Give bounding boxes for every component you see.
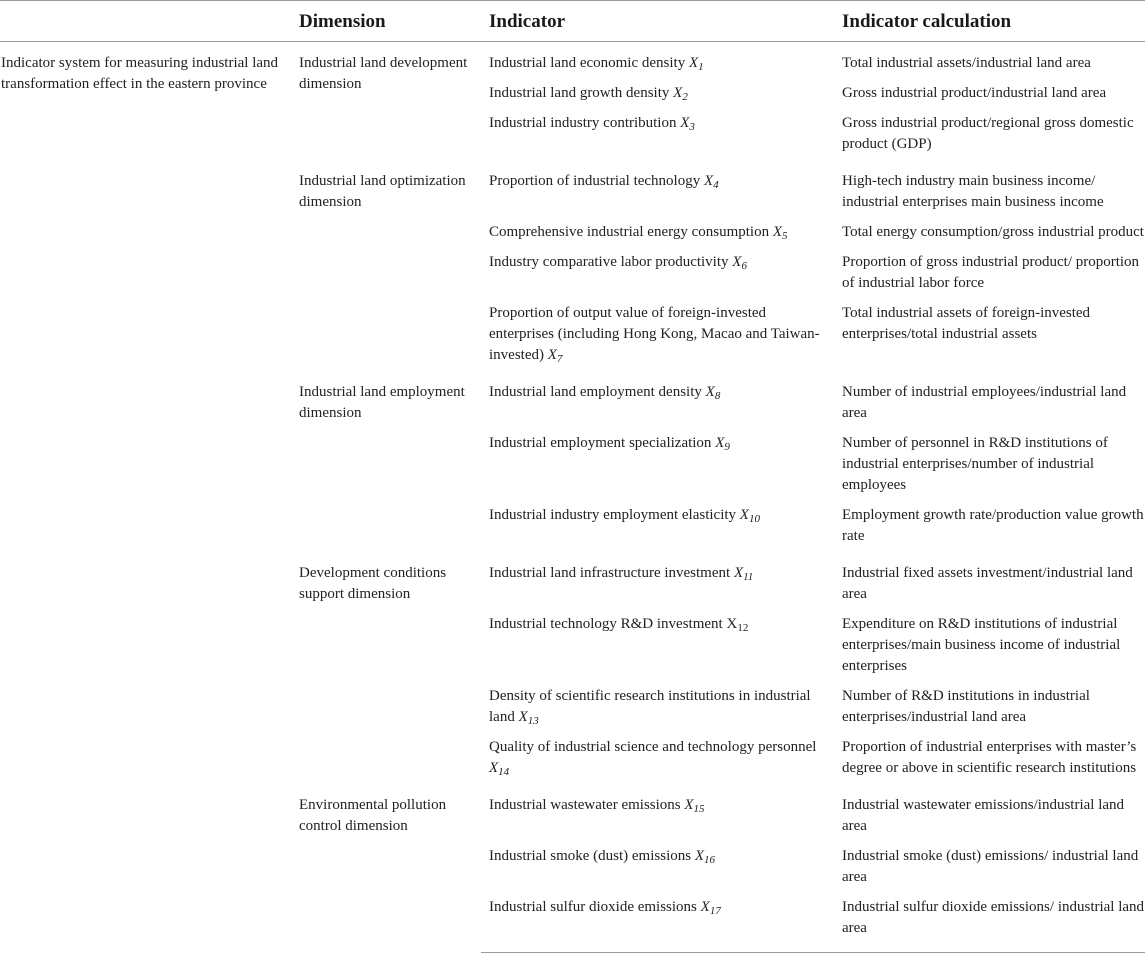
indicator-name: Proportion of industrial technology bbox=[489, 173, 701, 189]
variable-subscript: 10 bbox=[748, 513, 760, 525]
indicator-name: Industrial land growth density bbox=[489, 85, 670, 101]
indicator-cell bbox=[481, 299, 834, 371]
header-row bbox=[0, 1, 1145, 42]
indicator-name: Industrial industry contribution bbox=[489, 115, 677, 131]
dimension-cell: Industrial land optimization dimension bbox=[299, 173, 466, 210]
indicator-cell bbox=[481, 682, 834, 733]
dimension-cell: Industrial land development dimension bbox=[299, 55, 468, 92]
indicator-name: Industrial employment specialization bbox=[489, 435, 712, 451]
variable-letter: X bbox=[673, 85, 683, 101]
variable-letter: X bbox=[684, 797, 694, 813]
variable-letter: X bbox=[518, 709, 528, 725]
dimension-cell: Environmental pollution control dimension bbox=[299, 797, 447, 834]
indicator-name: Comprehensive industrial energy consumption bbox=[489, 224, 770, 240]
indicator-calculation-cell: Employment growth rate/production value growth rate bbox=[842, 507, 1144, 544]
header-indicator-calculation: Indicator calculation bbox=[834, 1, 1145, 42]
variable-subscript: 16 bbox=[704, 854, 715, 866]
indicator-cell bbox=[481, 893, 834, 953]
indicator-variable bbox=[715, 435, 730, 451]
variable-letter: X bbox=[732, 254, 742, 270]
indicator-variable bbox=[773, 224, 788, 240]
indicator-variable bbox=[684, 797, 704, 813]
indicator-cell bbox=[481, 248, 834, 299]
indicator-calculation-cell: Industrial fixed assets investment/industrial land area bbox=[842, 565, 1133, 602]
indicator-variable bbox=[726, 616, 748, 632]
indicator-cell bbox=[481, 733, 834, 784]
variable-subscript: 2 bbox=[682, 91, 688, 103]
header-system bbox=[0, 1, 291, 42]
indicator-name: Industrial technology R&D investment bbox=[489, 616, 723, 632]
indicator-calculation-cell: Total industrial assets of foreign-invested enterprises/total industrial assets bbox=[842, 305, 1091, 342]
indicator-name: Industrial land employment density bbox=[489, 384, 702, 400]
variable-letter: X bbox=[739, 507, 749, 523]
variable-letter: X bbox=[680, 115, 690, 131]
variable-subscript: 9 bbox=[724, 441, 730, 453]
dimension-cell: Industrial land employment dimension bbox=[299, 384, 465, 421]
variable-letter: X bbox=[715, 435, 725, 451]
system-label: Indicator system for measuring industrial land transformation effect in the eastern province bbox=[1, 55, 279, 92]
dimension-cell: Development conditions support dimension bbox=[299, 565, 447, 602]
variable-subscript: 5 bbox=[782, 230, 788, 242]
variable-subscript: 1 bbox=[698, 61, 704, 73]
header-indicator: Indicator bbox=[481, 1, 834, 42]
indicator-calculation-cell: Total energy consumption/gross industrial product bbox=[842, 224, 1144, 240]
table-body bbox=[0, 42, 1145, 953]
indicator-calculation-cell: Number of personnel in R&D institutions of industrial enterprises/number of industrial employees bbox=[842, 435, 1108, 493]
indicator-variable bbox=[673, 85, 688, 101]
indicator-calculation-cell: Number of industrial employees/industrial land area bbox=[842, 384, 1127, 421]
variable-letter: X bbox=[703, 173, 714, 189]
indicator-calculation-cell: Proportion of gross industrial product/ proportion of industrial labor force bbox=[842, 254, 1140, 291]
variable-letter: X bbox=[688, 55, 699, 71]
variable-letter: X bbox=[772, 224, 783, 240]
indicator-variable bbox=[548, 347, 563, 363]
variable-subscript: 12 bbox=[737, 622, 749, 634]
variable-subscript: 7 bbox=[556, 353, 563, 365]
indicator-variable bbox=[689, 55, 704, 71]
variable-letter: X bbox=[694, 848, 704, 864]
indicator-calculation-cell: Expenditure on R&D institutions of industrial enterprises/main business income of industrial enterprises bbox=[842, 616, 1121, 674]
variable-subscript: 11 bbox=[743, 571, 754, 583]
indicator-name: Density of scientific research institutions in industrial land bbox=[489, 688, 811, 725]
indicator-cell bbox=[481, 218, 834, 248]
indicator-cell bbox=[481, 79, 834, 109]
variable-subscript: 8 bbox=[714, 390, 721, 402]
indicator-calculation-cell: Industrial smoke (dust) emissions/ industrial land area bbox=[842, 848, 1139, 885]
indicator-cell bbox=[481, 429, 834, 501]
indicator-variable bbox=[519, 709, 539, 725]
indicator-variable bbox=[706, 384, 721, 400]
variable-subscript: 3 bbox=[689, 121, 695, 133]
variable-subscript: 17 bbox=[709, 905, 721, 917]
table-row bbox=[0, 42, 1145, 80]
indicator-calculation-cell: Gross industrial product/regional gross domestic product (GDP) bbox=[842, 115, 1134, 152]
variable-letter: X bbox=[547, 347, 557, 363]
indicator-cell bbox=[481, 552, 834, 610]
indicator-cell bbox=[481, 109, 834, 160]
indicator-name: Proportion of output value of foreign-invested enterprises (including Hong Kong, Macao and Taiwan-invested) bbox=[489, 305, 820, 363]
indicator-name: Industrial land infrastructure investment bbox=[489, 565, 731, 581]
indicator-cell bbox=[481, 610, 834, 682]
indicator-name: Industrial sulfur dioxide emissions bbox=[489, 899, 697, 915]
indicator-variable bbox=[695, 848, 715, 864]
indicator-calculation-cell: Proportion of industrial enterprises with master’s degree or above in scientific research institutions bbox=[842, 739, 1137, 776]
indicator-calculation-cell: High-tech industry main business income/ industrial enterprises main business income bbox=[842, 173, 1104, 210]
indicator-name: Industrial smoke (dust) emissions bbox=[489, 848, 692, 864]
indicator-name: Industrial land economic density bbox=[489, 55, 686, 71]
indicator-variable bbox=[704, 173, 719, 189]
variable-letter: X bbox=[489, 760, 499, 776]
variable-subscript: 6 bbox=[741, 260, 747, 272]
indicator-cell bbox=[481, 784, 834, 842]
variable-subscript: 15 bbox=[693, 803, 705, 815]
indicator-cell bbox=[481, 842, 834, 893]
indicator-variable bbox=[740, 507, 760, 523]
indicator-variable bbox=[489, 760, 509, 776]
indicator-calculation-cell: Gross industrial product/industrial land area bbox=[842, 85, 1107, 101]
variable-subscript: 4 bbox=[713, 179, 719, 191]
indicator-calculation-cell: Industrial sulfur dioxide emissions/ industrial land area bbox=[834, 893, 1145, 953]
indicator-cell bbox=[481, 501, 834, 552]
indicator-variable bbox=[680, 115, 695, 131]
variable-subscript: 14 bbox=[498, 766, 510, 778]
indicator-calculation-cell: Number of R&D institutions in industrial enterprises/industrial land area bbox=[842, 688, 1090, 725]
variable-letter: X bbox=[733, 565, 744, 581]
indicator-variable bbox=[701, 899, 721, 915]
indicator-variable bbox=[734, 565, 753, 581]
variable-letter: X bbox=[726, 616, 738, 632]
indicator-name: Industry comparative labor productivity bbox=[489, 254, 729, 270]
indicator-variable bbox=[732, 254, 747, 270]
variable-subscript: 13 bbox=[527, 715, 539, 727]
indicator-cell bbox=[481, 42, 834, 80]
indicator-name: Quality of industrial science and technology personnel bbox=[489, 739, 817, 755]
indicator-cell bbox=[481, 371, 834, 429]
variable-letter: X bbox=[705, 384, 715, 400]
indicator-calculation-cell: Industrial wastewater emissions/industrial land area bbox=[842, 797, 1125, 834]
header-dimension: Dimension bbox=[291, 1, 481, 42]
indicator-cell bbox=[481, 160, 834, 218]
indicator-name: Industrial industry employment elasticity bbox=[489, 507, 737, 523]
indicator-name: Industrial wastewater emissions bbox=[489, 797, 681, 813]
variable-letter: X bbox=[700, 899, 710, 915]
indicator-calculation-cell: Total industrial assets/industrial land area bbox=[842, 55, 1091, 71]
